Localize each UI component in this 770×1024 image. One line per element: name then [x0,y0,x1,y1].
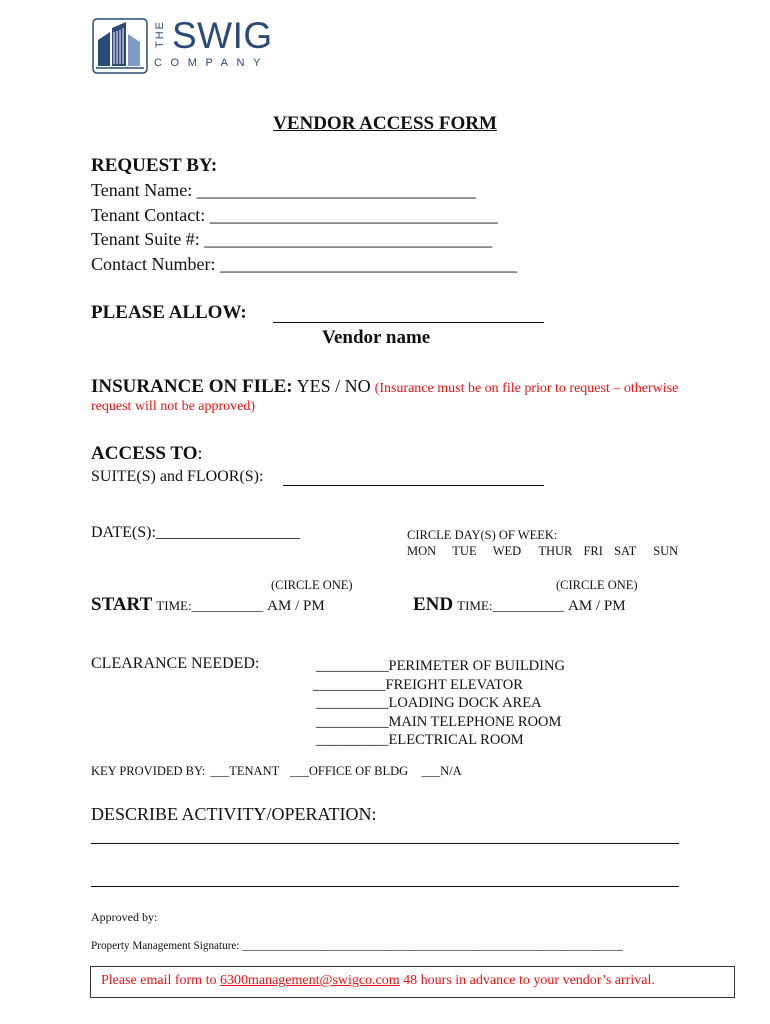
key-provided-label: KEY PROVIDED BY: [91,764,206,778]
circle-days-label: CIRCLE DAY(S) OF WEEK: [407,528,558,542]
days-of-week [407,544,678,559]
day-sun[interactable]: SUN [653,544,679,558]
email-suffix: 48 hours in advance to your vendor’s arrival. [399,973,655,988]
day-fri[interactable]: FRI [583,544,603,558]
key-na-option[interactable]: ___N/A [421,764,462,778]
clearance-loading-dock[interactable]: __________LOADING DOCK AREA [316,695,542,711]
start-ampm[interactable]: AM / PM [267,598,325,614]
access-to-heading [91,443,203,465]
approved-by-label: Approved by: [91,910,158,924]
logo-the-text: THE [154,20,166,48]
insurance-row [91,376,678,398]
end-time-row [413,594,626,616]
logo-name-text: SWIG [172,15,273,56]
access-to-colon: : [197,443,203,463]
insurance-label: INSURANCE ON FILE: [91,376,293,397]
form-title: VENDOR ACCESS FORM [273,113,497,134]
access-to-label: ACCESS TO [91,443,198,464]
swig-company-logo [92,16,292,74]
vendor-name-field[interactable] [273,304,544,323]
start-circle-one: (CIRCLE ONE) [271,578,353,592]
start-label: START [91,594,153,615]
activity-line-1[interactable] [91,843,679,844]
end-label: END [413,594,454,615]
suites-floors-label: SUITE(S) and FLOOR(S): [91,468,264,485]
please-allow-label: PLEASE ALLOW: [91,302,247,323]
end-time-field[interactable]: TIME:___________ [457,598,565,613]
clearance-electrical-room[interactable]: __________ELECTRICAL ROOM [316,732,524,748]
key-tenant-option[interactable]: ___TENANT [210,764,280,778]
end-ampm[interactable]: AM / PM [568,598,626,614]
start-time-row [91,594,325,616]
email-prefix: Please email form to [101,973,220,988]
describe-activity-label: DESCRIBE ACTIVITY/OPERATION: [91,804,377,824]
start-time-field[interactable]: TIME:___________ [156,598,264,613]
email-instructions [101,973,655,989]
clearance-freight-elevator[interactable]: __________FREIGHT ELEVATOR [313,676,523,693]
day-tue[interactable]: TUE [452,544,477,558]
key-office-option[interactable]: ___OFFICE OF BLDG [290,764,409,778]
day-mon[interactable]: MON [407,544,437,558]
vendor-name-label: Vendor name [322,327,431,348]
logo-company-text: COMPANY [154,57,270,69]
management-email-link[interactable]: 6300management@swigco.com [219,973,400,988]
insurance-options[interactable]: YES / NO [296,376,371,396]
clearance-needed-label: CLEARANCE NEEDED: [91,655,260,672]
insurance-note-line2: request will not be approved) [91,399,256,414]
building-logo-icon [92,18,148,74]
email-instructions-box [90,966,735,998]
request-by-heading: REQUEST BY: [91,155,218,176]
clearance-telephone-room[interactable]: __________MAIN TELEPHONE ROOM [316,713,562,730]
key-provided-row [91,764,462,779]
pm-signature-field[interactable]: Property Management Signature: ____________________________________________________________________ [91,940,623,952]
clearance-perimeter[interactable]: __________PERIMETER OF BUILDING [316,658,565,674]
day-sat[interactable]: SAT [614,544,637,558]
end-circle-one: (CIRCLE ONE) [556,578,638,592]
insurance-note-line1: (Insurance must be on file prior to request – otherwise [374,381,679,396]
tenant-contact-field[interactable]: Tenant Contact: ________________________________ [91,205,498,225]
day-thur[interactable]: THUR [538,544,573,558]
suites-floors-row [91,468,263,486]
tenant-suite-field[interactable]: Tenant Suite #: ________________________________ [91,229,493,249]
day-wed[interactable]: WED [492,544,522,558]
tenant-name-field[interactable]: Tenant Name: _______________________________ [91,180,476,200]
suites-floors-field[interactable] [283,468,544,486]
clearance-list [313,657,565,750]
activity-line-2[interactable] [91,886,679,887]
dates-field[interactable]: DATE(S):__________________ [91,524,300,541]
contact-number-field[interactable]: Contact Number: _________________________________ [91,254,517,274]
